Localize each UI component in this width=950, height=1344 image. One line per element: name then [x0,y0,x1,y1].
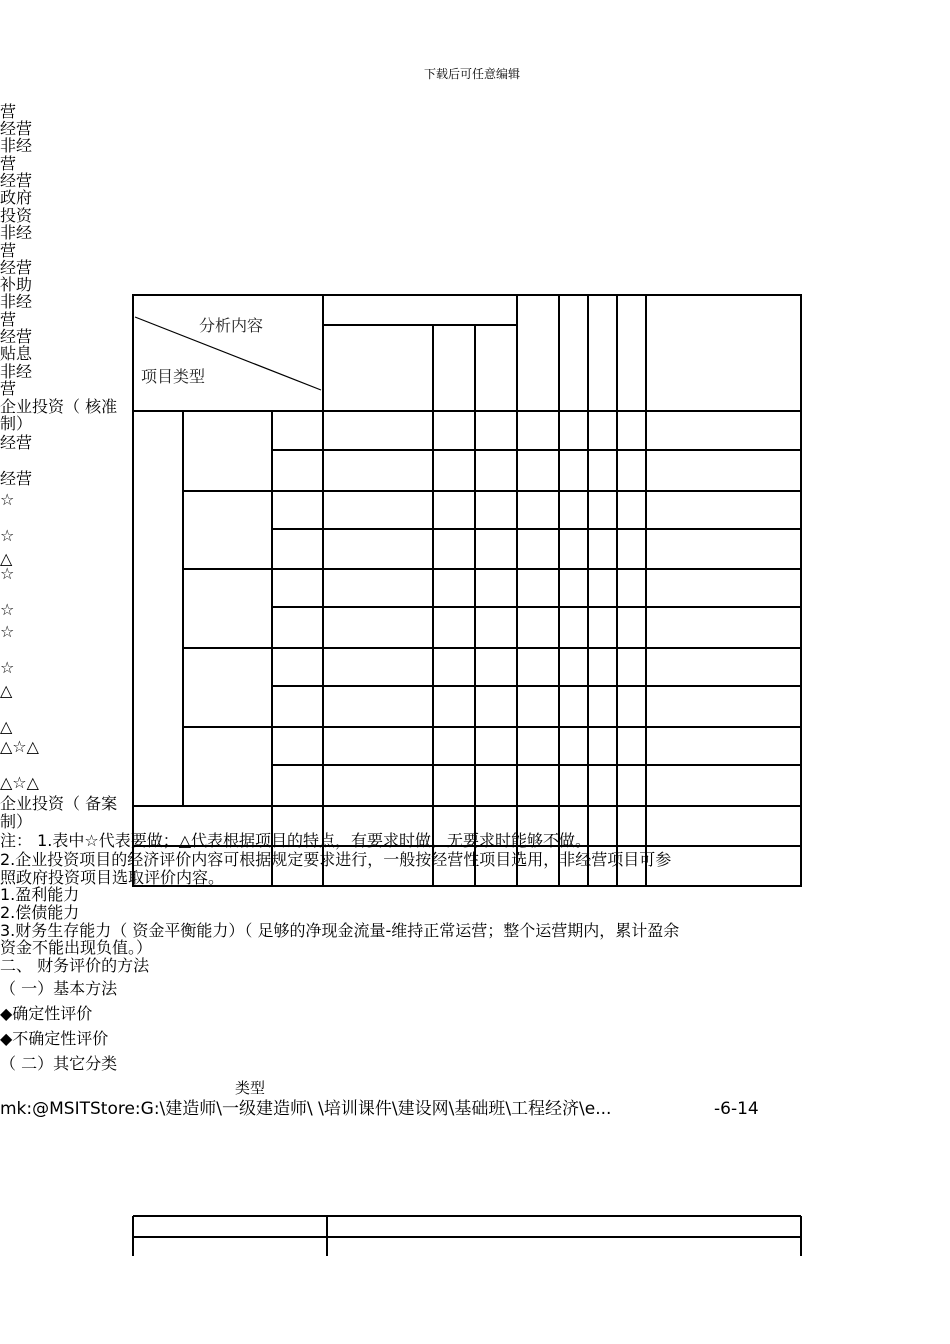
bullet-item: ◆不确定性评价 [0,1029,109,1048]
left-symbol: △☆△ [0,737,39,756]
diag-label-project-type: 项目类型 [141,367,206,386]
note-line: 1.盈利能力 [0,885,80,904]
left-text: 制） [0,414,33,433]
subsection-heading: （ 二）其它分类 [0,1054,118,1073]
left-text: 制） [0,812,33,831]
left-symbol: ☆ [0,622,15,641]
footer-date: -6-14 [714,1099,759,1119]
note-line: 3.财务生存能力（ 资金平衡能力）（ 足够的净现金流量-维持正常运营；整个运营期内，累计盈余 [0,921,680,940]
left-symbol: ☆ [0,490,15,509]
type-label: 类型 [235,1079,266,1097]
left-text: 企业投资（ 备案 [0,794,118,813]
left-symbol: ☆ [0,564,15,583]
left-symbol: ☆ [0,658,15,677]
left-text: 营 [0,102,17,121]
left-text: 非经 [0,362,33,381]
left-text: 非经 [0,292,33,311]
left-text: 经营 [0,171,33,190]
left-text: 经营 [0,258,33,277]
left-text: 营 [0,154,17,173]
header-note: 下载后可任意编辑 [424,67,521,81]
left-symbol: △☆△ [0,773,39,792]
left-symbol: △ [0,717,13,736]
bullet-item: ◆确定性评价 [0,1004,93,1023]
left-text: 经营 [0,119,33,138]
left-text: 经营 [0,469,33,488]
left-text: 非经 [0,136,33,155]
note-line: 照政府投资项目选取评价内容。 [0,868,225,887]
left-text: 营 [0,379,17,398]
left-text: 补助 [0,275,33,294]
left-text: 政府 [0,188,33,207]
left-text: 经营 [0,327,33,346]
left-text: 投资 [0,206,33,225]
left-text: 贴息 [0,344,33,363]
note-line: 2.偿债能力 [0,903,80,922]
left-text: 企业投资（ 核准 [0,397,118,416]
note-line: 2.企业投资项目的经济评价内容可根据规定要求进行，一般按经营性项目选用，非经营项目可参 [0,850,672,869]
left-text: 营 [0,310,17,329]
footer-path: mk:@MSITStore:G:\建造师\一级建造师\ \培训课件\建设网\基础班\工程经济\e... [0,1099,612,1119]
left-symbol: ☆ [0,600,15,619]
left-symbol: △ [0,681,13,700]
section-heading: 二、 财务评价的方法 [0,956,150,975]
note-line: 注： 1.表中☆代表要做；△代表根据项目的特点，有要求时做，无要求时能够不做。 [0,831,592,850]
left-symbol: ☆ [0,526,15,545]
diag-label-analysis: 分析内容 [199,316,264,335]
left-symbol: △ [0,549,13,568]
note-line: 资金不能出现负值。） [0,938,153,957]
left-text: 非经 [0,223,33,242]
subsection-heading: （ 一）基本方法 [0,979,118,998]
left-text: 营 [0,241,17,260]
left-text: 经营 [0,433,33,452]
